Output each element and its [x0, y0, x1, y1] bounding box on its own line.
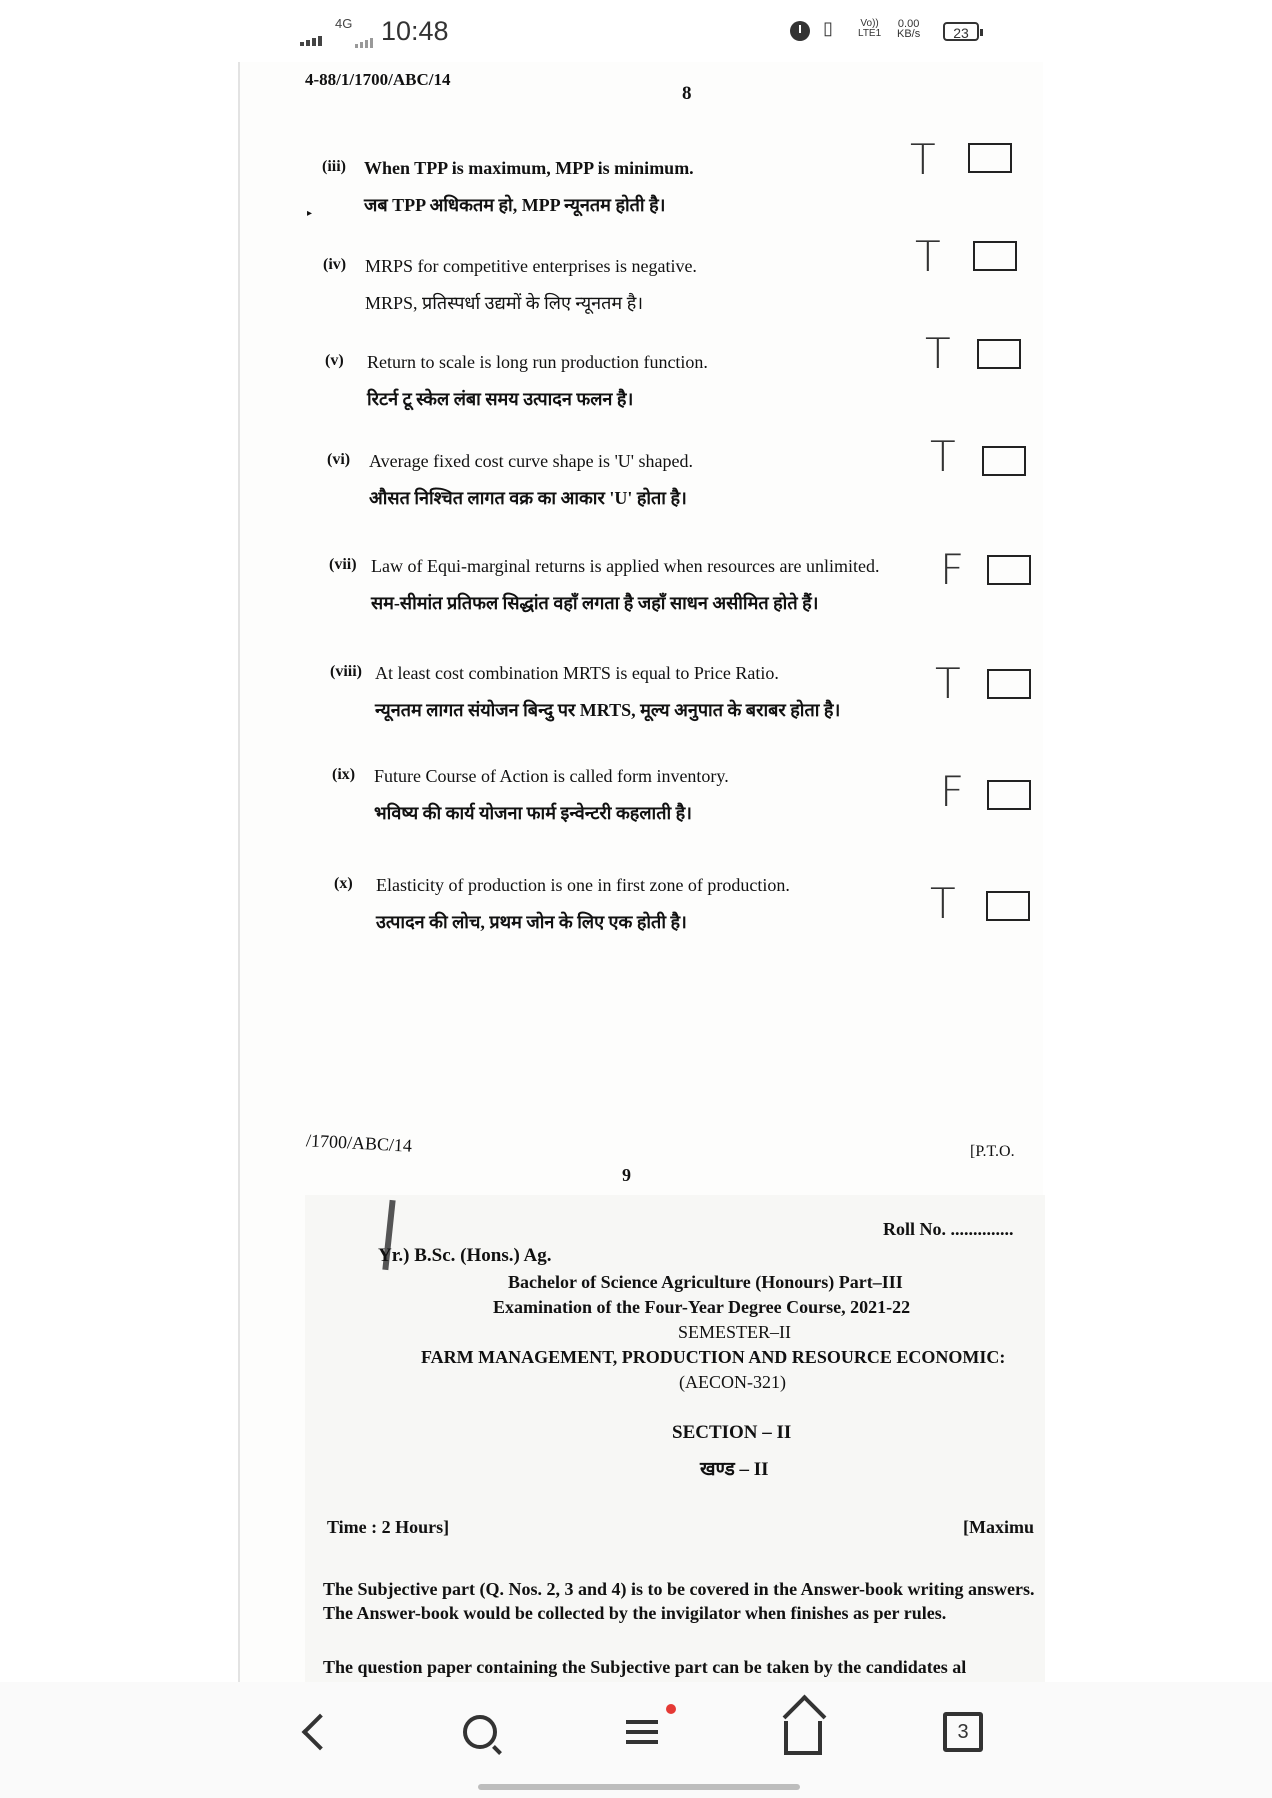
search-icon: [463, 1715, 497, 1749]
volte-line2: LTE1: [858, 28, 882, 39]
footer-page-number: 9: [622, 1165, 631, 1185]
secondary-signal-icon: [355, 30, 375, 48]
tabs-count-icon: 3: [943, 1712, 983, 1752]
clock: 10:48: [381, 16, 449, 46]
answer-mark: T: [915, 232, 941, 281]
back-arrow-icon: [302, 1714, 339, 1751]
battery-icon: 23: [943, 22, 979, 41]
question-text-en: At least cost combination MRTS is equal to Price Ratio.: [375, 663, 779, 683]
answer-box: [986, 891, 1030, 921]
question-text-hi: MRPS, प्रतिस्पर्धा उद्यमों के लिए न्यूनतम है।: [365, 293, 644, 313]
signal-strength-icon: [300, 28, 324, 46]
question-number: (iv): [323, 256, 347, 273]
question-number: (vii): [329, 556, 357, 573]
home-button[interactable]: [773, 1702, 833, 1762]
home-icon: [784, 1721, 822, 1755]
answer-mark: T: [925, 329, 951, 378]
answer-mark: T: [930, 879, 956, 928]
answer-mark: F: [940, 767, 965, 816]
answer-mark: T: [910, 135, 936, 184]
question-text-hi: उत्पादन की लोच, प्रथम जोन के लिए एक होती है।: [376, 912, 687, 932]
answer-box: [977, 339, 1021, 369]
speed-value: 0.00: [897, 18, 920, 30]
max-marks-label: [Maximu: [963, 1517, 1034, 1537]
question-text-hi: न्यूनतम लागत संयोजन बिन्दु पर MRTS, मूल्य अनुपात के बराबर होता है।: [375, 700, 841, 720]
menu-icon: [626, 1714, 658, 1750]
question-number: (vi): [327, 451, 351, 468]
home-indicator-bar[interactable]: [478, 1784, 800, 1790]
time-label: Time : 2 Hours]: [327, 1517, 450, 1537]
answer-box: [987, 780, 1031, 810]
roll-number: Roll No. ..............: [883, 1219, 1014, 1239]
vibrate-icon: ▯: [823, 18, 833, 38]
instructions-paragraph-2: The question paper containing the Subjective part can be taken by the candidates al: [323, 1657, 967, 1677]
question-text-en: When TPP is maximum, MPP is minimum.: [364, 158, 694, 178]
alarm-icon: [790, 21, 810, 41]
search-button[interactable]: [450, 1702, 510, 1762]
volte-line1: Vo)): [860, 18, 879, 29]
answer-mark: F: [940, 545, 965, 594]
answer-mark: T: [930, 432, 956, 481]
answer-box: [968, 143, 1012, 173]
volte-indicator: [858, 19, 881, 39]
answer-box: [987, 555, 1031, 585]
tabs-button[interactable]: [933, 1702, 993, 1762]
section-heading-hi: खण्ड – II: [700, 1459, 769, 1480]
answer-box: [973, 241, 1017, 271]
question-text-en: Future Course of Action is called form inventory.: [374, 766, 729, 786]
question-number: (x): [334, 875, 353, 892]
question-text-en: MRPS for competitive enterprises is negative.: [365, 256, 697, 276]
speed-unit: KB/s: [897, 28, 921, 40]
question-number: (ix): [332, 766, 356, 783]
instructions-paragraph: The Subjective part (Q. Nos. 2, 3 and 4) is to be covered in the Answer-book writing answers. The Answer-book would be collected by the invigilator when finishes as per rules.: [323, 1579, 1035, 1623]
page-number: 8: [682, 83, 692, 104]
network-type: 4G: [335, 16, 353, 31]
answer-box: [982, 446, 1026, 476]
header-code: 4-88/1/1700/ABC/14: [305, 70, 451, 89]
back-button[interactable]: [290, 1702, 350, 1762]
course-title: Yr.) B.Sc. (Hons.) Ag.: [378, 1245, 552, 1266]
pto-label: [P.T.O.: [970, 1143, 1015, 1160]
question-text-en: Elasticity of production is one in first zone of production.: [376, 875, 790, 895]
course-code: (AECON-321): [679, 1372, 786, 1392]
answer-box: [987, 669, 1031, 699]
question-number: (v): [325, 352, 344, 369]
question-number: (viii): [330, 663, 362, 680]
section-heading: SECTION – II: [672, 1422, 792, 1443]
navigation-bar: [0, 1682, 1272, 1798]
question-text-hi: भविष्य की कार्य योजना फार्म इन्वेन्टरी कहलाती है।: [374, 803, 693, 823]
status-bar: [0, 0, 1272, 62]
bullet-mark: ▸: [307, 208, 313, 219]
question-text-hi: रिटर्न टू स्केल लंबा समय उत्पादन फलन है।: [367, 389, 634, 409]
menu-button[interactable]: [612, 1702, 672, 1762]
question-text-hi: जब TPP अधिकतम हो, MPP न्यूनतम होती है।: [364, 195, 666, 215]
question-text-hi: सम-सीमांत प्रतिफल सिद्धांत वहाँ लगता है जहाँ साधन असीमित होते हैं।: [371, 593, 819, 613]
question-text-en: Return to scale is long run production function.: [367, 352, 708, 372]
answer-mark: T: [935, 659, 961, 708]
notification-dot: [666, 1704, 676, 1714]
question-text-hi: औसत निश्चित लागत वक्र का आकार 'U' होता है।: [369, 488, 687, 508]
question-number: (iii): [322, 158, 346, 175]
exam-line: Examination of the Four-Year Degree Course, 2021-22: [493, 1297, 911, 1317]
semester-line: SEMESTER–II: [678, 1322, 792, 1342]
footer-code: /1700/ABC/14: [305, 1130, 413, 1156]
question-text-en: Average fixed cost curve shape is 'U' shaped.: [369, 451, 694, 471]
degree-line: Bachelor of Science Agriculture (Honours) Part–III: [508, 1272, 903, 1292]
network-speed: [897, 19, 920, 39]
subject-line: FARM MANAGEMENT, PRODUCTION AND RESOURCE ECONOMIC:: [421, 1347, 1006, 1367]
question-text-en: Law of Equi-marginal returns is applied when resources are unlimited.: [371, 556, 880, 576]
